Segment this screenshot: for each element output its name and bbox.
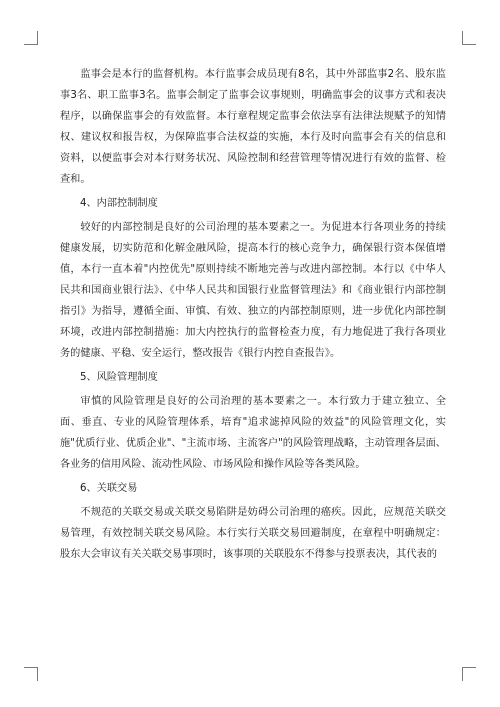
section-heading-related-transactions: 6、关联交易 xyxy=(80,483,138,494)
section-heading-risk-management: 5、风险管理制度 xyxy=(80,372,158,383)
paragraph-internal-control: 较好的内部控制是良好的公司治理的基本要素之一。为促进本行各项业务的持续健康发展，切实防范和化解金融风险，提高本行的核心竞争力，确保银行资本保值增值，本行一直本着"内控优先"原则持续不断地完善与改进内部控制。本行以《中华人民共和国商业银行法》、《中华人民共和国银行业监督管理法》和《商业银行内部控制指引》为指导，遵循全面、审慎、有效、独立的内部控制原则，进一步优化内部控制环境，改进内部控制措施：加大内控执行的监督检查力度，有力地促进了我行各项业务的健康、平稳、安全运行，整改报告《银行内控自查报告》。 xyxy=(60,222,446,359)
page-corner-mark-bottom-right xyxy=(462,667,476,681)
section-heading-internal-control: 4、内部控制制度 xyxy=(80,198,158,209)
page-corner-mark-top-left xyxy=(24,31,38,45)
page-corner-mark-top-right xyxy=(462,31,476,45)
paragraph-risk-management: 审慎的风险管理是良好的公司治理的基本要素之一。本行致力于建立独立、全面、垂直、专业的风险管理体系，培育"追求滤掉风险的效益"的风险管理文化，实施"优质行业、优质企业"、"主流市场、主流客户"的风险管理战略，主动管理各层面、各业务的信用风险、流动性风险、市场风险和操作风险等各类风险。 xyxy=(60,396,446,470)
page-corner-mark-bottom-left xyxy=(24,667,38,681)
document-body xyxy=(60,64,446,565)
paragraph-supervisory-board: 监事会是本行的监督机构。本行监事会成员现有8名，其中外部监事2名、股东监事3名、职工监事3名。监事会制定了监事会议事规则，明确监事会的议事方式和表决程序，以确保监事会的有效监督。本行章程规定监事会依法享有法律法规赋予的知情权、建议权和报告权，为保障监事合法权益的实施，本行及时向监事会有关的信息和资料，以便监事会对本行财务状况、风险控制和经营管理等情况进行有效的监督、检查和。 xyxy=(60,69,446,185)
paragraph-related-transactions: 不规范的关联交易或关联交易陷阱是妨碍公司治理的癌疾。因此，应规范关联交易管理，有效控制关联交易风险。本行实行关联交易回避制度，在章程中明确规定：股东大会审议有关关联交易事项时，该事项的关联股东不得参与投票表决，其代表的 xyxy=(60,507,446,560)
